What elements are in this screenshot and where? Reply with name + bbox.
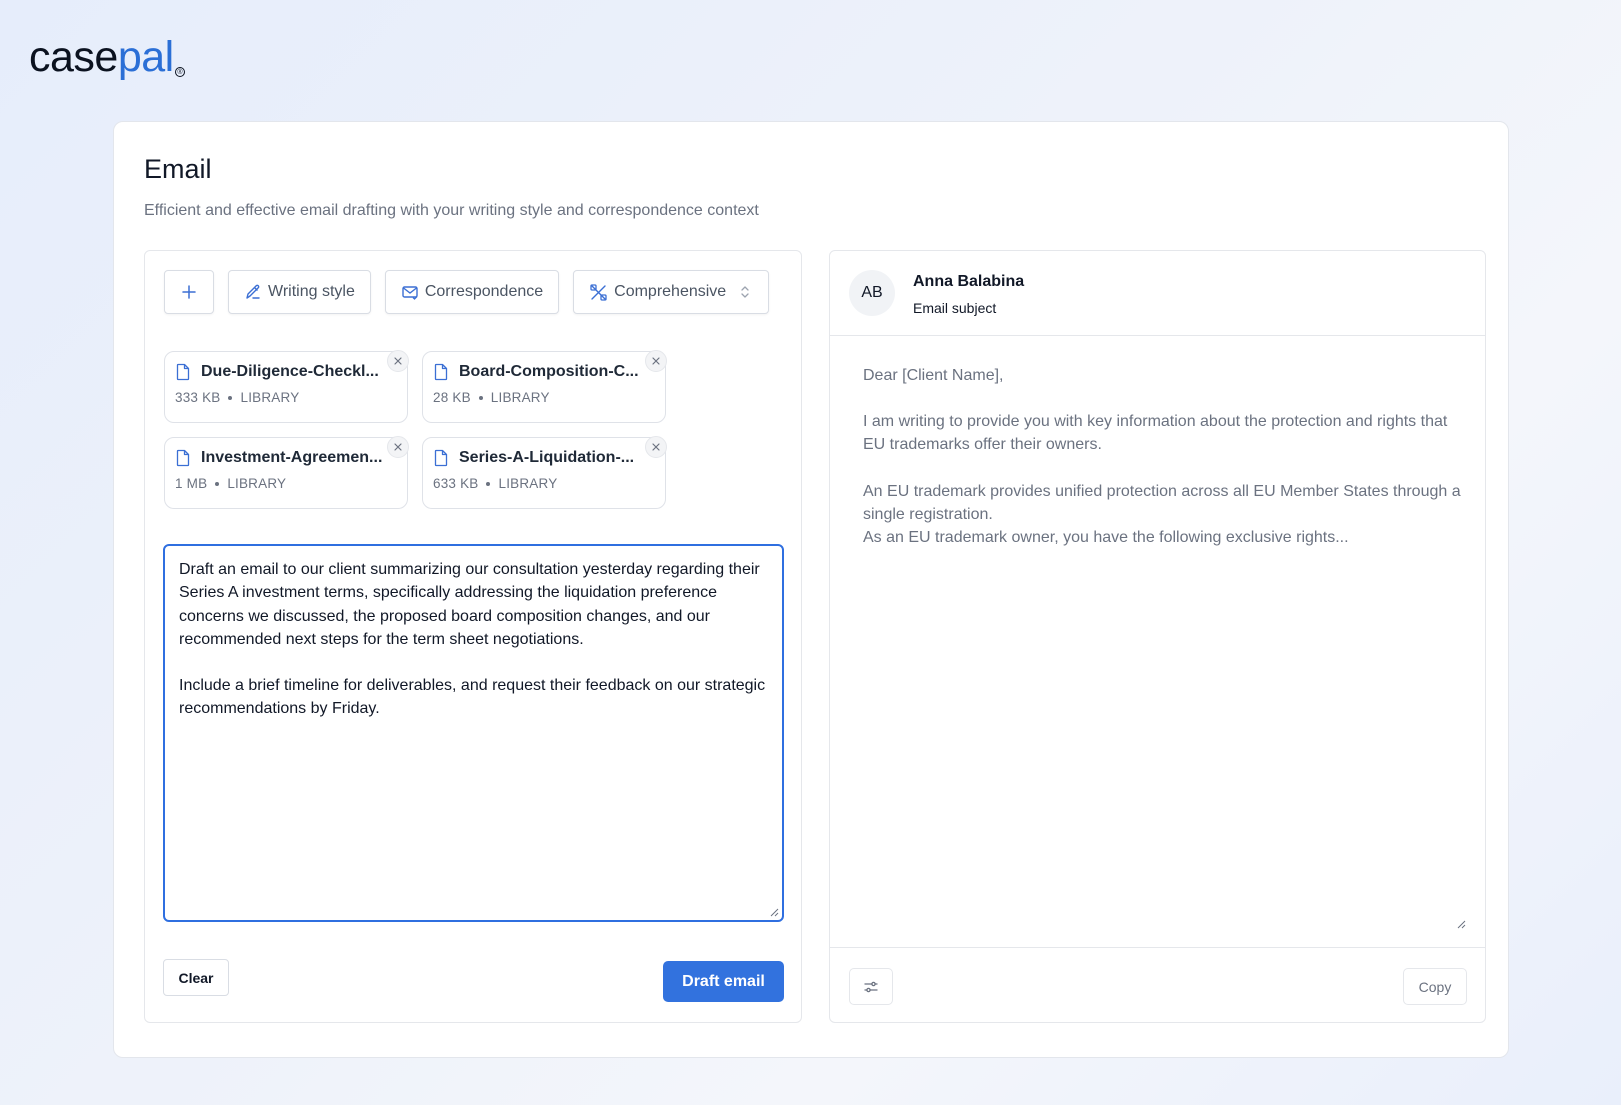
add-context-button[interactable] [164,270,214,314]
separator-dot [486,482,490,486]
close-icon [393,442,403,452]
chevron-up-down-icon [740,285,750,299]
registered-mark: ® [175,67,185,77]
correspondence-label: Correspondence [424,283,544,300]
compose-panel [144,250,802,1023]
file-source: LIBRARY [498,476,558,491]
page-title: Email [144,154,212,184]
logo-text-dark: case [29,33,118,81]
resize-handle-icon[interactable] [769,907,779,917]
file-chip[interactable] [422,351,666,423]
email-card [113,121,1509,1058]
copy-button[interactable]: Copy [1403,968,1467,1005]
file-source: LIBRARY [227,476,287,491]
file-size: 1 MB [175,476,208,491]
preview-header [830,251,1485,336]
document-icon [433,363,449,381]
file-name: Series-A-Liquidation-... [459,449,635,466]
email-preview-panel [829,250,1486,1023]
file-source: LIBRARY [490,390,550,405]
separator-dot [215,482,219,486]
writing-style-label: Writing style [268,283,355,300]
correspondence-button[interactable] [385,270,559,314]
file-size: 28 KB [433,390,471,405]
remove-file-button[interactable] [645,436,667,458]
email-paragraph-2-line-1: An EU trademark provides unified protection across all EU Member States through a single registration. [863,482,1461,523]
email-body[interactable] [863,364,1463,549]
document-icon [175,363,191,381]
email-paragraph-2-line-2: As an EU trademark owner, you have the following exclusive rights... [863,529,1349,547]
prompt-textarea[interactable] [163,544,784,922]
email-paragraph-1: I am writing to provide you with key information about the protection and rights that EU trademarks offer their owners. [863,413,1448,454]
file-name: Due-Diligence-Checkl... [201,363,379,380]
file-chip[interactable] [422,437,666,509]
remove-file-button[interactable] [387,436,409,458]
close-icon [651,442,661,452]
file-name: Board-Composition-C... [459,363,639,380]
casepal-logo [29,33,185,81]
file-name: Investment-Agreemen... [201,449,383,466]
writing-style-button[interactable] [228,270,371,314]
separator-dot [228,396,232,400]
settings-button[interactable] [849,968,893,1005]
file-size: 333 KB [175,390,221,405]
logo-text-blue: pal [117,33,174,81]
pencil-icon [244,283,262,301]
close-icon [393,356,403,366]
attached-files [164,351,666,509]
preview-footer [830,947,1485,1023]
mode-select[interactable] [573,270,769,314]
file-source: LIBRARY [240,390,300,405]
prompt-paragraph-2: Include a brief timeline for deliverables, and request their feedback on our strategic recommendations by Friday. [179,677,766,718]
remove-file-button[interactable] [645,350,667,372]
recipient-name: Anna Balabina [913,273,1025,290]
email-subject[interactable]: Email subject [913,300,997,316]
remove-file-button[interactable] [387,350,409,372]
compose-toolbar [164,270,769,314]
document-icon [433,449,449,467]
avatar: AB [849,270,895,316]
resize-handle-icon[interactable] [1456,919,1466,929]
page-subtitle: Efficient and effective email drafting with your writing style and correspondence context [144,202,759,219]
file-chip[interactable] [164,437,408,509]
file-chip[interactable] [164,351,408,423]
close-icon [651,356,661,366]
mail-icon [401,283,419,301]
prompt-paragraph-1: Draft an email to our client summarizing our consultation yesterday regarding their Series A investment terms, specifically addressing the liquidation preference concerns we discussed, the proposed board composition changes, and our recommended next steps for the term sheet negotiations. [179,561,760,648]
clear-button[interactable]: Clear [163,959,229,996]
tools-icon [589,283,608,302]
mode-label: Comprehensive [614,283,727,300]
plus-icon [181,284,197,300]
sliders-icon [863,979,879,995]
document-icon [175,449,191,467]
file-size: 633 KB [433,476,479,491]
email-greeting: Dear [Client Name], [863,367,1004,384]
draft-email-button[interactable]: Draft email [663,961,784,1002]
separator-dot [479,396,483,400]
